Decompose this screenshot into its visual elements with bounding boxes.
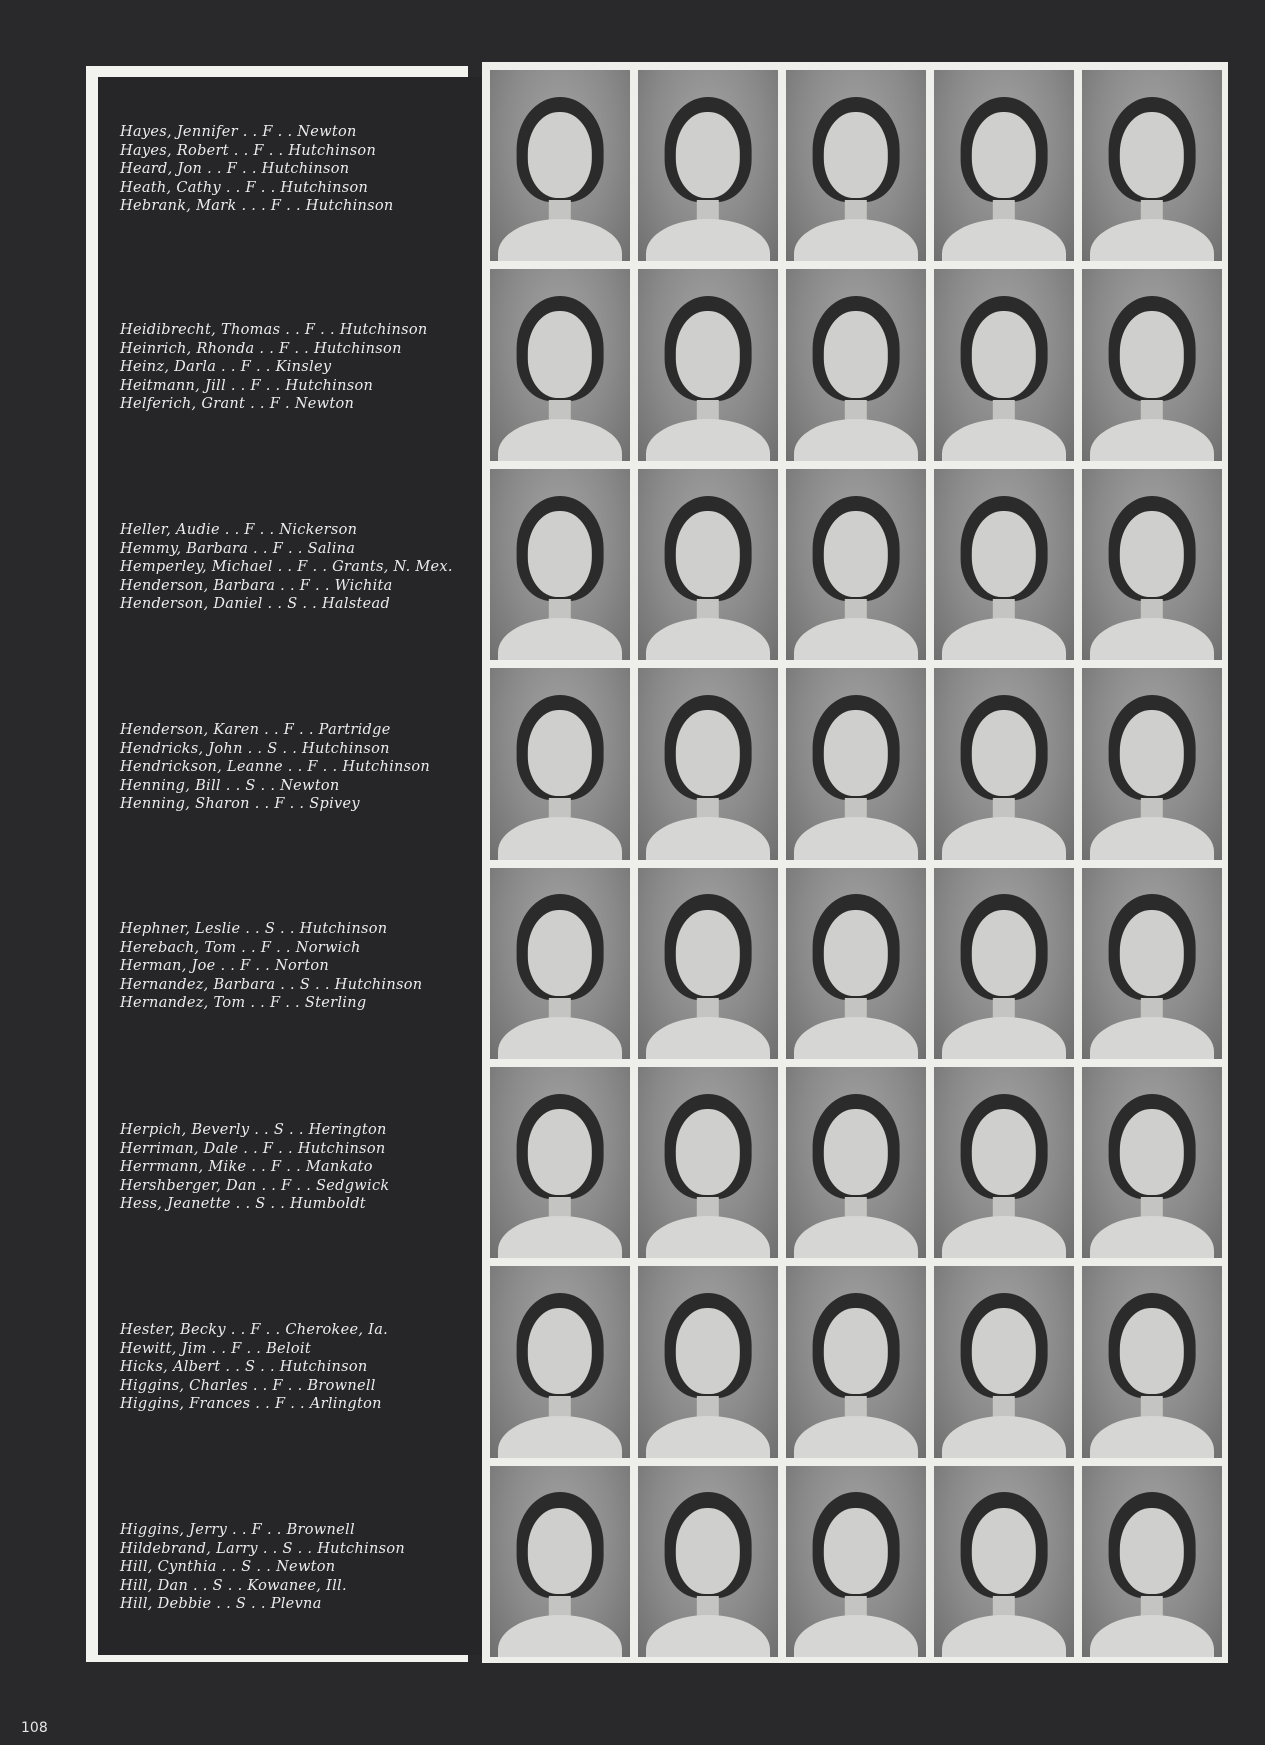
student-entry: Heath, Cathy . . F . . Hutchinson xyxy=(120,179,369,196)
student-entry: Herebach, Tom . . F . . Norwich xyxy=(120,939,361,956)
student-entry: Higgins, Frances . . F . . Arlington xyxy=(120,1396,382,1412)
student-portrait xyxy=(786,1466,926,1657)
photo-grid xyxy=(490,70,1222,1657)
student-entry: Higgins, Jerry . . F . . Brownell xyxy=(120,1522,355,1538)
student-entry: Heidibrecht, Thomas . . F . . Hutchinson xyxy=(120,322,428,338)
student-portrait xyxy=(934,668,1074,859)
student-entry: Heinrich, Rhonda . . F . . Hutchinson xyxy=(120,340,402,357)
student-portrait xyxy=(934,1067,1074,1258)
student-entry: Hebrank, Mark . . . F . . Hutchinson xyxy=(120,198,394,214)
student-entry: Hershberger, Dan . . F . . Sedgwick xyxy=(120,1177,390,1194)
student-entry: Hayes, Jennifer . . F . . Newton xyxy=(120,124,357,140)
student-portrait xyxy=(490,70,630,261)
student-portrait xyxy=(638,1266,778,1457)
student-entry: Henderson, Barbara . . F . . Wichita xyxy=(120,577,393,594)
student-entry: Henning, Bill . . S . . Newton xyxy=(120,777,340,794)
student-entry: Hicks, Albert . . S . . Hutchinson xyxy=(120,1359,368,1375)
student-portrait xyxy=(490,269,630,460)
student-portrait xyxy=(934,269,1074,460)
student-entry: Herpich, Beverly . . S . . Herington xyxy=(120,1122,387,1138)
name-group-2 xyxy=(120,321,480,414)
student-entry: Henderson, Karen . . F . . Partridge xyxy=(120,722,391,738)
student-entry: Hernandez, Barbara . . S . . Hutchinson xyxy=(120,976,423,993)
name-group-1 xyxy=(120,123,480,216)
student-entry: Hayes, Robert . . F . . Hutchinson xyxy=(120,142,377,159)
name-group-3 xyxy=(120,521,480,614)
student-entry: Hildebrand, Larry . . S . . Hutchinson xyxy=(120,1540,405,1557)
student-portrait xyxy=(934,1466,1074,1657)
student-entry: Heller, Audie . . F . . Nickerson xyxy=(120,522,358,538)
name-group-7 xyxy=(120,1321,480,1414)
student-entry: Henderson, Daniel . . S . . Halstead xyxy=(120,596,391,612)
student-entry: Higgins, Charles . . F . . Brownell xyxy=(120,1377,376,1394)
student-entry: Hill, Dan . . S . . Kowanee, Ill. xyxy=(120,1577,347,1594)
student-entry: Henning, Sharon . . F . . Spivey xyxy=(120,796,360,812)
student-portrait xyxy=(786,868,926,1059)
name-panel xyxy=(98,77,484,1655)
student-portrait xyxy=(638,269,778,460)
student-entry: Hendricks, John . . S . . Hutchinson xyxy=(120,740,390,757)
name-group-4 xyxy=(120,721,480,814)
student-portrait xyxy=(638,668,778,859)
student-portrait xyxy=(638,868,778,1059)
student-portrait xyxy=(1082,70,1222,261)
student-portrait xyxy=(490,1266,630,1457)
student-portrait xyxy=(786,1266,926,1457)
student-portrait xyxy=(1082,469,1222,660)
name-group-8 xyxy=(120,1521,480,1614)
student-entry: Heitmann, Jill . . F . . Hutchinson xyxy=(120,377,374,394)
student-portrait xyxy=(1082,1266,1222,1457)
student-entry: Hill, Cynthia . . S . . Newton xyxy=(120,1559,336,1575)
student-entry: Hemperley, Michael . . F . . Grants, N. Mex. xyxy=(120,559,453,575)
name-group-6 xyxy=(120,1121,480,1214)
student-entry: Hewitt, Jim . . F . . Beloit xyxy=(120,1340,311,1357)
student-entry: Hendrickson, Leanne . . F . . Hutchinson xyxy=(120,759,431,775)
student-portrait xyxy=(638,70,778,261)
student-entry: Helferich, Grant . . F . Newton xyxy=(120,396,355,412)
student-portrait xyxy=(934,70,1074,261)
student-portrait xyxy=(490,469,630,660)
student-entry: Hephner, Leslie . . S . . Hutchinson xyxy=(120,921,388,937)
student-portrait xyxy=(1082,1466,1222,1657)
student-entry: Heard, Jon . . F . . Hutchinson xyxy=(120,161,350,177)
student-entry: Hernandez, Tom . . F . . Sterling xyxy=(120,995,367,1011)
student-portrait xyxy=(1082,668,1222,859)
student-portrait xyxy=(490,1466,630,1657)
student-portrait xyxy=(638,469,778,660)
student-portrait xyxy=(934,469,1074,660)
student-portrait xyxy=(1082,269,1222,460)
student-portrait xyxy=(786,70,926,261)
student-portrait xyxy=(638,1466,778,1657)
student-entry: Hester, Becky . . F . . Cherokee, Ia. xyxy=(120,1322,389,1338)
student-portrait xyxy=(934,1266,1074,1457)
student-entry: Hess, Jeanette . . S . . Humboldt xyxy=(120,1196,366,1212)
student-portrait xyxy=(934,868,1074,1059)
student-portrait xyxy=(786,269,926,460)
student-portrait xyxy=(786,668,926,859)
student-portrait xyxy=(786,469,926,660)
student-entry: Herman, Joe . . F . . Norton xyxy=(120,958,330,974)
student-portrait xyxy=(1082,868,1222,1059)
student-portrait xyxy=(490,1067,630,1258)
student-entry: Hill, Debbie . . S . . Plevna xyxy=(120,1596,322,1612)
name-group-5 xyxy=(120,920,480,1013)
student-entry: Herriman, Dale . . F . . Hutchinson xyxy=(120,1140,386,1157)
student-entry: Hemmy, Barbara . . F . . Salina xyxy=(120,540,356,557)
student-portrait xyxy=(786,1067,926,1258)
student-entry: Heinz, Darla . . F . . Kinsley xyxy=(120,359,332,375)
student-portrait xyxy=(490,668,630,859)
page-number: 108 xyxy=(21,1720,48,1736)
student-entry: Herrmann, Mike . . F . . Mankato xyxy=(120,1159,373,1175)
student-portrait xyxy=(1082,1067,1222,1258)
student-portrait xyxy=(490,868,630,1059)
student-portrait xyxy=(638,1067,778,1258)
